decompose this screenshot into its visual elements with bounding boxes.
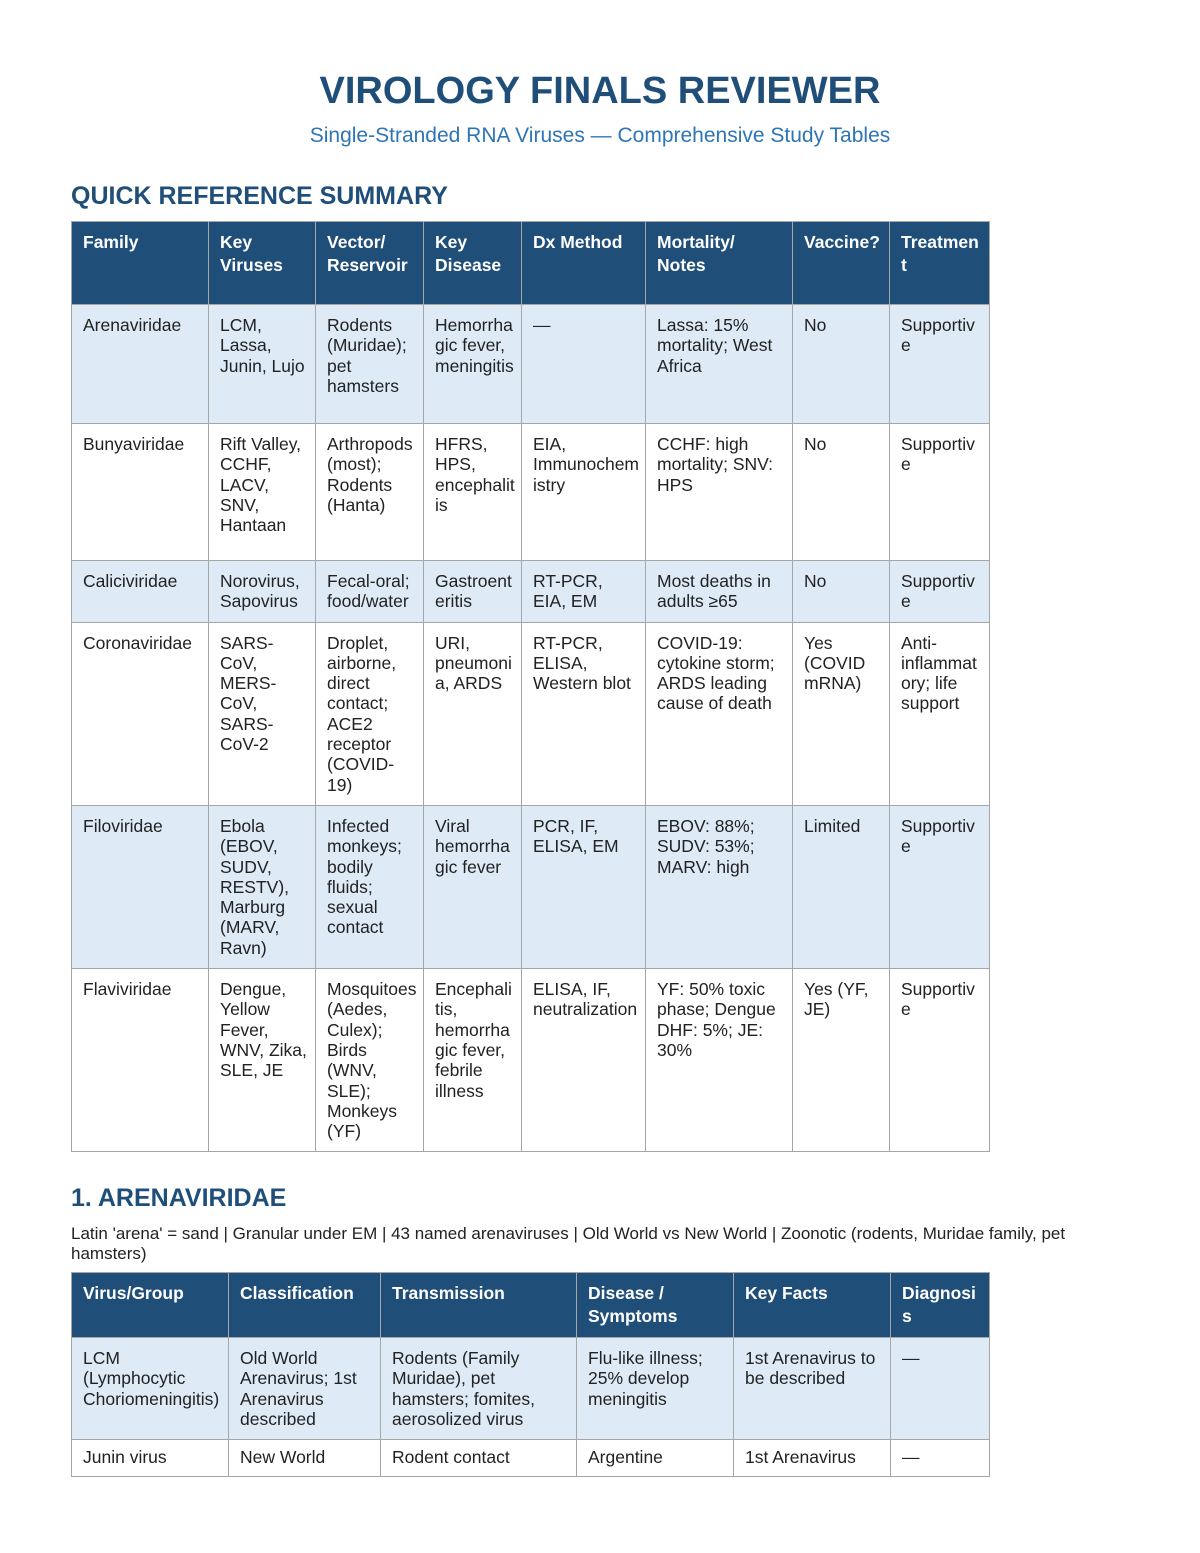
page-subtitle: Single-Stranded RNA Viruses — Comprehensive Study Tables xyxy=(309,124,891,147)
table-cell: Junin virus xyxy=(72,1440,229,1477)
table-cell: EBOV: 88%; SUDV: 53%; MARV: high xyxy=(646,805,793,968)
table-cell: Argentine xyxy=(577,1440,734,1477)
table-cell: Yes (COVID mRNA) xyxy=(793,622,890,805)
table-cell: Arenaviridae xyxy=(72,305,209,424)
table-cell: — xyxy=(891,1440,990,1477)
table-cell: Filoviridae xyxy=(72,805,209,968)
column-header: Virus/Group xyxy=(72,1273,229,1338)
table-cell: Arthropods (most); Rodents (Hanta) xyxy=(316,424,424,561)
table-cell: No xyxy=(793,561,890,623)
table-row xyxy=(72,622,990,805)
table-cell: RT-PCR, ELISA, Western blot xyxy=(522,622,646,805)
table-cell: Supportive xyxy=(890,805,990,968)
column-header: Classification xyxy=(229,1273,381,1338)
table-cell: No xyxy=(793,424,890,561)
column-header: Mortality/ Notes xyxy=(646,222,793,305)
table-row xyxy=(72,305,990,424)
table-cell: Supportive xyxy=(890,969,990,1152)
table-cell: Lassa: 15% mortality; West Africa xyxy=(646,305,793,424)
table-cell: EIA, Immunochemistry xyxy=(522,424,646,561)
table-cell: CCHF: high mortality; SNV: HPS xyxy=(646,424,793,561)
table-row xyxy=(72,424,990,561)
table-cell: HFRS, HPS, encephalitis xyxy=(424,424,522,561)
column-header: Dx Method xyxy=(522,222,646,305)
table-row xyxy=(72,805,990,968)
column-header: Diagnosis xyxy=(891,1273,990,1338)
table-cell: — xyxy=(522,305,646,424)
table-cell: — xyxy=(891,1338,990,1440)
table-cell: ELISA, IF, neutralization xyxy=(522,969,646,1152)
table-cell: Dengue, Yellow Fever, WNV, Zika, SLE, JE xyxy=(209,969,316,1152)
section-intro: Latin 'arena' = sand | Granular under EM | 43 named arenaviruses | Old World vs New World | Zoonotic (rodents, Muridae family, pet hamsters) xyxy=(71,1224,1066,1263)
table-cell: Gastroenteritis xyxy=(424,561,522,623)
table-cell: Caliciviridae xyxy=(72,561,209,623)
table-header-row xyxy=(72,222,990,305)
table-row xyxy=(72,561,990,623)
table-cell: Limited xyxy=(793,805,890,968)
table-cell: LCM, Lassa, Junin, Lujo xyxy=(209,305,316,424)
page-title: VIROLOGY FINALS REVIEWER xyxy=(319,70,881,112)
table-row xyxy=(72,1338,990,1440)
column-header: Key Facts xyxy=(734,1273,891,1338)
table-cell: LCM (Lymphocytic Choriomeningitis) xyxy=(72,1338,229,1440)
summary-table xyxy=(71,221,990,1152)
table-cell: Supportive xyxy=(890,561,990,623)
column-header: Key Viruses xyxy=(209,222,316,305)
column-header: Disease / Symptoms xyxy=(577,1273,734,1338)
table-row xyxy=(72,1440,990,1477)
table-cell: Fecal-oral; food/water xyxy=(316,561,424,623)
column-header: Family xyxy=(72,222,209,305)
table-cell: Norovirus, Sapovirus xyxy=(209,561,316,623)
table-cell: 1st Arenavirus to be described xyxy=(734,1338,891,1440)
table-cell: Flu-like illness; 25% develop meningitis xyxy=(577,1338,734,1440)
table-row xyxy=(72,969,990,1152)
table-cell: Droplet, airborne, direct contact; ACE2 receptor (COVID-19) xyxy=(316,622,424,805)
table-cell: Infected monkeys; bodily fluids; sexual contact xyxy=(316,805,424,968)
table-cell: Rodents (Muridae); pet hamsters xyxy=(316,305,424,424)
section-heading-summary: QUICK REFERENCE SUMMARY xyxy=(71,182,448,210)
table-cell: No xyxy=(793,305,890,424)
column-header: Treatment xyxy=(890,222,990,305)
table-cell: PCR, IF, ELISA, EM xyxy=(522,805,646,968)
table-cell: Flaviviridae xyxy=(72,969,209,1152)
table-cell: Coronaviridae xyxy=(72,622,209,805)
table-cell: Yes (YF, JE) xyxy=(793,969,890,1152)
table-cell: Hemorrhagic fever, meningitis xyxy=(424,305,522,424)
table-cell: Old World Arenavirus; 1st Arenavirus described xyxy=(229,1338,381,1440)
table-cell: Supportive xyxy=(890,424,990,561)
column-header: Key Disease xyxy=(424,222,522,305)
table-cell: Rift Valley, CCHF, LACV, SNV, Hantaan xyxy=(209,424,316,561)
table-cell: Most deaths in adults ≥65 xyxy=(646,561,793,623)
table-cell: COVID-19: cytokine storm; ARDS leading cause of death xyxy=(646,622,793,805)
table-cell: Rodents (Family Muridae), pet hamsters; fomites, aerosolized virus xyxy=(381,1338,577,1440)
table-header-row xyxy=(72,1273,990,1338)
table-cell: Bunyaviridae xyxy=(72,424,209,561)
table-cell: RT-PCR, EIA, EM xyxy=(522,561,646,623)
table-cell: Rodent contact xyxy=(381,1440,577,1477)
table-cell: SARS-CoV, MERS-CoV, SARS-CoV-2 xyxy=(209,622,316,805)
table-cell: Mosquitoes (Aedes, Culex); Birds (WNV, SLE); Monkeys (YF) xyxy=(316,969,424,1152)
column-header: Transmission xyxy=(381,1273,577,1338)
table-cell: URI, pneumonia, ARDS xyxy=(424,622,522,805)
table-cell: Ebola (EBOV, SUDV, RESTV), Marburg (MARV, Ravn) xyxy=(209,805,316,968)
table-cell: Supportive xyxy=(890,305,990,424)
section-heading-arenaviridae: 1. ARENAVIRIDAE xyxy=(71,1184,287,1212)
column-header: Vector/ Reservoir xyxy=(316,222,424,305)
table-cell: New World xyxy=(229,1440,381,1477)
table-cell: Viral hemorrhagic fever xyxy=(424,805,522,968)
table-cell: YF: 50% toxic phase; Dengue DHF: 5%; JE: 30% xyxy=(646,969,793,1152)
arenaviridae-table xyxy=(71,1272,990,1477)
table-cell: Anti-inflammatory; life support xyxy=(890,622,990,805)
table-cell: 1st Arenavirus xyxy=(734,1440,891,1477)
column-header: Vaccine? xyxy=(793,222,890,305)
table-cell: Encephalitis, hemorrhagic fever, febrile illness xyxy=(424,969,522,1152)
